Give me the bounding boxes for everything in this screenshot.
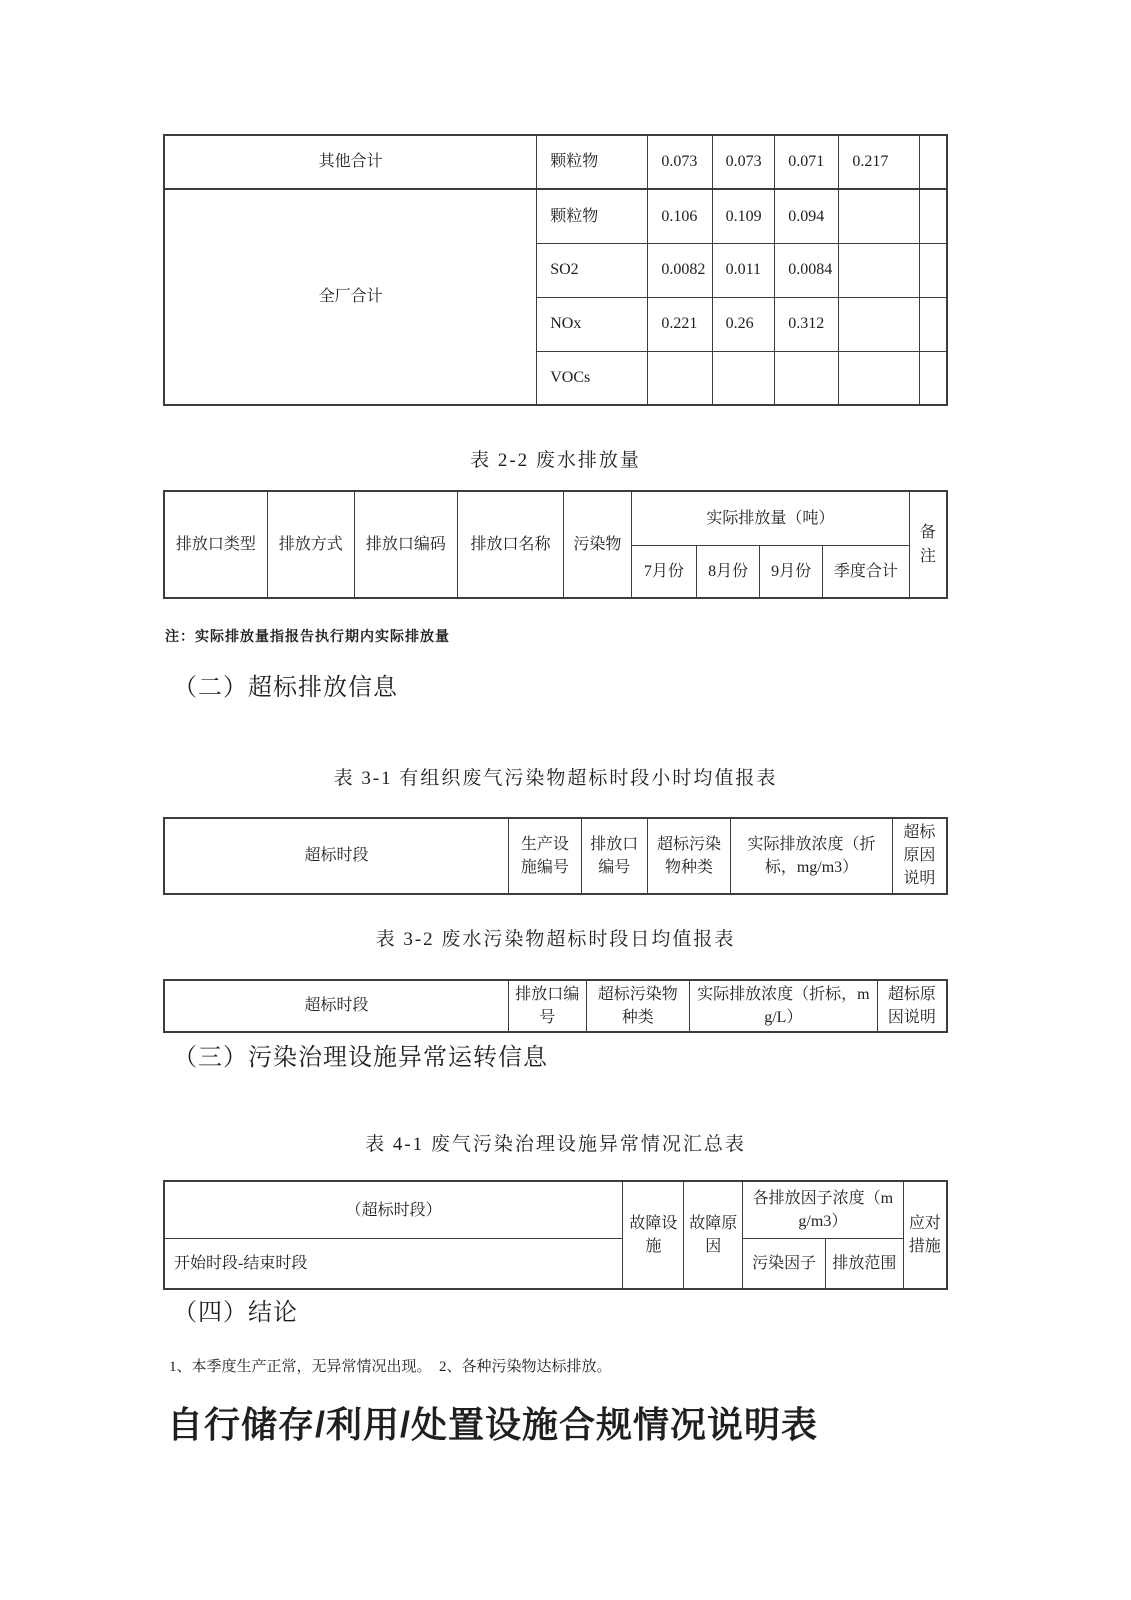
value-jul-cell xyxy=(648,351,712,405)
header-outlet-no: 排放口编号 xyxy=(509,980,587,1032)
value-sep-cell: 0.312 xyxy=(775,297,839,351)
remark-cell xyxy=(920,189,947,243)
table-header-row xyxy=(164,980,947,1032)
header-response-measures: 应对措施 xyxy=(903,1181,947,1289)
value-jul-cell: 0.221 xyxy=(648,297,712,351)
quarter-total-cell xyxy=(839,297,920,351)
total-label-cell: 其他合计 xyxy=(164,135,537,189)
water-exceedance-table xyxy=(163,979,948,1033)
pollutant-cell: VOCs xyxy=(537,351,648,405)
total-label-cell: 全厂合计 xyxy=(164,189,537,405)
header-quarter-total: 季度合计 xyxy=(822,545,909,598)
pollutant-cell: 颗粒物 xyxy=(537,189,648,243)
table-header-row xyxy=(164,491,947,545)
header-month-aug: 8月份 xyxy=(696,545,759,598)
header-discharge-mode: 排放方式 xyxy=(267,491,354,598)
value-aug-cell: 0.073 xyxy=(712,135,775,189)
header-fault-facility: 故障设施 xyxy=(623,1181,684,1289)
table-note: 注：实际排放量指报告执行期内实际排放量 xyxy=(165,630,450,645)
quarter-total-cell: 0.217 xyxy=(839,135,920,189)
storage-facility-compliance-heading: 自行储存/利用/处置设施合规情况说明表 xyxy=(167,1403,819,1445)
header-remark: 备注 xyxy=(909,491,947,598)
header-factor-concentration: 各排放因子浓度（mg/m3） xyxy=(743,1181,904,1239)
header-pollution-factor: 污染因子 xyxy=(743,1239,826,1289)
header-exceed-period: 超标时段 xyxy=(164,980,509,1032)
value-jul-cell: 0.106 xyxy=(648,189,712,243)
remark-cell xyxy=(920,243,947,297)
header-outlet-no: 排放口编号 xyxy=(581,818,647,894)
value-aug-cell: 0.26 xyxy=(712,297,775,351)
header-pollutant: 污染物 xyxy=(563,491,631,598)
header-fault-reason: 故障原因 xyxy=(684,1181,743,1289)
header-actual-amount: 实际排放量（吨） xyxy=(631,491,909,545)
header-exceed-reason: 超标原因说明 xyxy=(892,818,947,894)
header-outlet-type: 排放口类型 xyxy=(164,491,267,598)
conclusion-text: 1、本季度生产正常，无异常情况出现。 2、各种污染物达标排放。 xyxy=(169,1358,612,1375)
value-sep-cell: 0.094 xyxy=(775,189,839,243)
header-outlet-name: 排放口名称 xyxy=(458,491,564,598)
quarter-total-cell xyxy=(839,243,920,297)
wastewater-discharge-table xyxy=(163,490,948,599)
table-header-row xyxy=(164,818,947,894)
value-sep-cell xyxy=(775,351,839,405)
air-emission-totals-table xyxy=(163,134,948,406)
value-aug-cell xyxy=(712,351,775,405)
pollutant-cell: 颗粒物 xyxy=(537,135,648,189)
value-aug-cell: 0.011 xyxy=(712,243,775,297)
value-sep-cell: 0.071 xyxy=(775,135,839,189)
remark-cell xyxy=(920,297,947,351)
remark-cell xyxy=(920,135,947,189)
gas-exceedance-table xyxy=(163,817,948,895)
value-aug-cell: 0.109 xyxy=(712,189,775,243)
section-heading-conclusion: （四）结论 xyxy=(173,1299,298,1326)
header-exceed-reason: 超标原因说明 xyxy=(877,980,947,1032)
table-subheader-row xyxy=(164,1239,947,1289)
value-jul-cell: 0.073 xyxy=(648,135,712,189)
value-sep-cell: 0.0084 xyxy=(775,243,839,297)
table-row xyxy=(164,189,947,243)
treatment-facility-abnormal-table xyxy=(163,1180,948,1290)
header-start-end-period: 开始时段-结束时段 xyxy=(164,1239,623,1289)
header-exceed-period: 超标时段 xyxy=(164,818,509,894)
table-2-2-title: 表 2-2 废水排放量 xyxy=(470,450,641,471)
header-emission-range: 排放范围 xyxy=(826,1239,904,1289)
pollutant-cell: SO2 xyxy=(537,243,648,297)
header-actual-concentration: 实际排放浓度（折标，mg/L） xyxy=(689,980,877,1032)
table-3-2-title: 表 3-2 废水污染物超标时段日均值报表 xyxy=(375,928,736,950)
table-row xyxy=(164,135,947,189)
table-4-1-title: 表 4-1 废气污染治理设施异常情况汇总表 xyxy=(365,1133,746,1155)
value-jul-cell: 0.0082 xyxy=(648,243,712,297)
quarter-total-cell xyxy=(839,189,920,243)
header-exceed-pollutant-type: 超标污染物种类 xyxy=(586,980,689,1032)
header-actual-concentration: 实际排放浓度（折标，mg/m3） xyxy=(731,818,892,894)
pollutant-cell: NOx xyxy=(537,297,648,351)
header-exceed-period: （超标时段） xyxy=(164,1181,623,1239)
section-heading-exceed-info: （二）超标排放信息 xyxy=(173,675,398,701)
quarter-total-cell xyxy=(839,351,920,405)
header-facility-no: 生产设施编号 xyxy=(509,818,582,894)
header-month-sep: 9月份 xyxy=(760,545,823,598)
table-3-1-title: 表 3-1 有组织废气污染物超标时段小时均值报表 xyxy=(333,768,778,789)
header-month-jul: 7月份 xyxy=(631,545,696,598)
table-header-row xyxy=(164,1181,947,1239)
remark-cell xyxy=(920,351,947,405)
section-heading-abnormal-operation: （三）污染治理设施异常运转信息 xyxy=(173,1044,548,1071)
header-outlet-code: 排放口编码 xyxy=(354,491,457,598)
header-exceed-pollutant-type: 超标污染物种类 xyxy=(647,818,731,894)
